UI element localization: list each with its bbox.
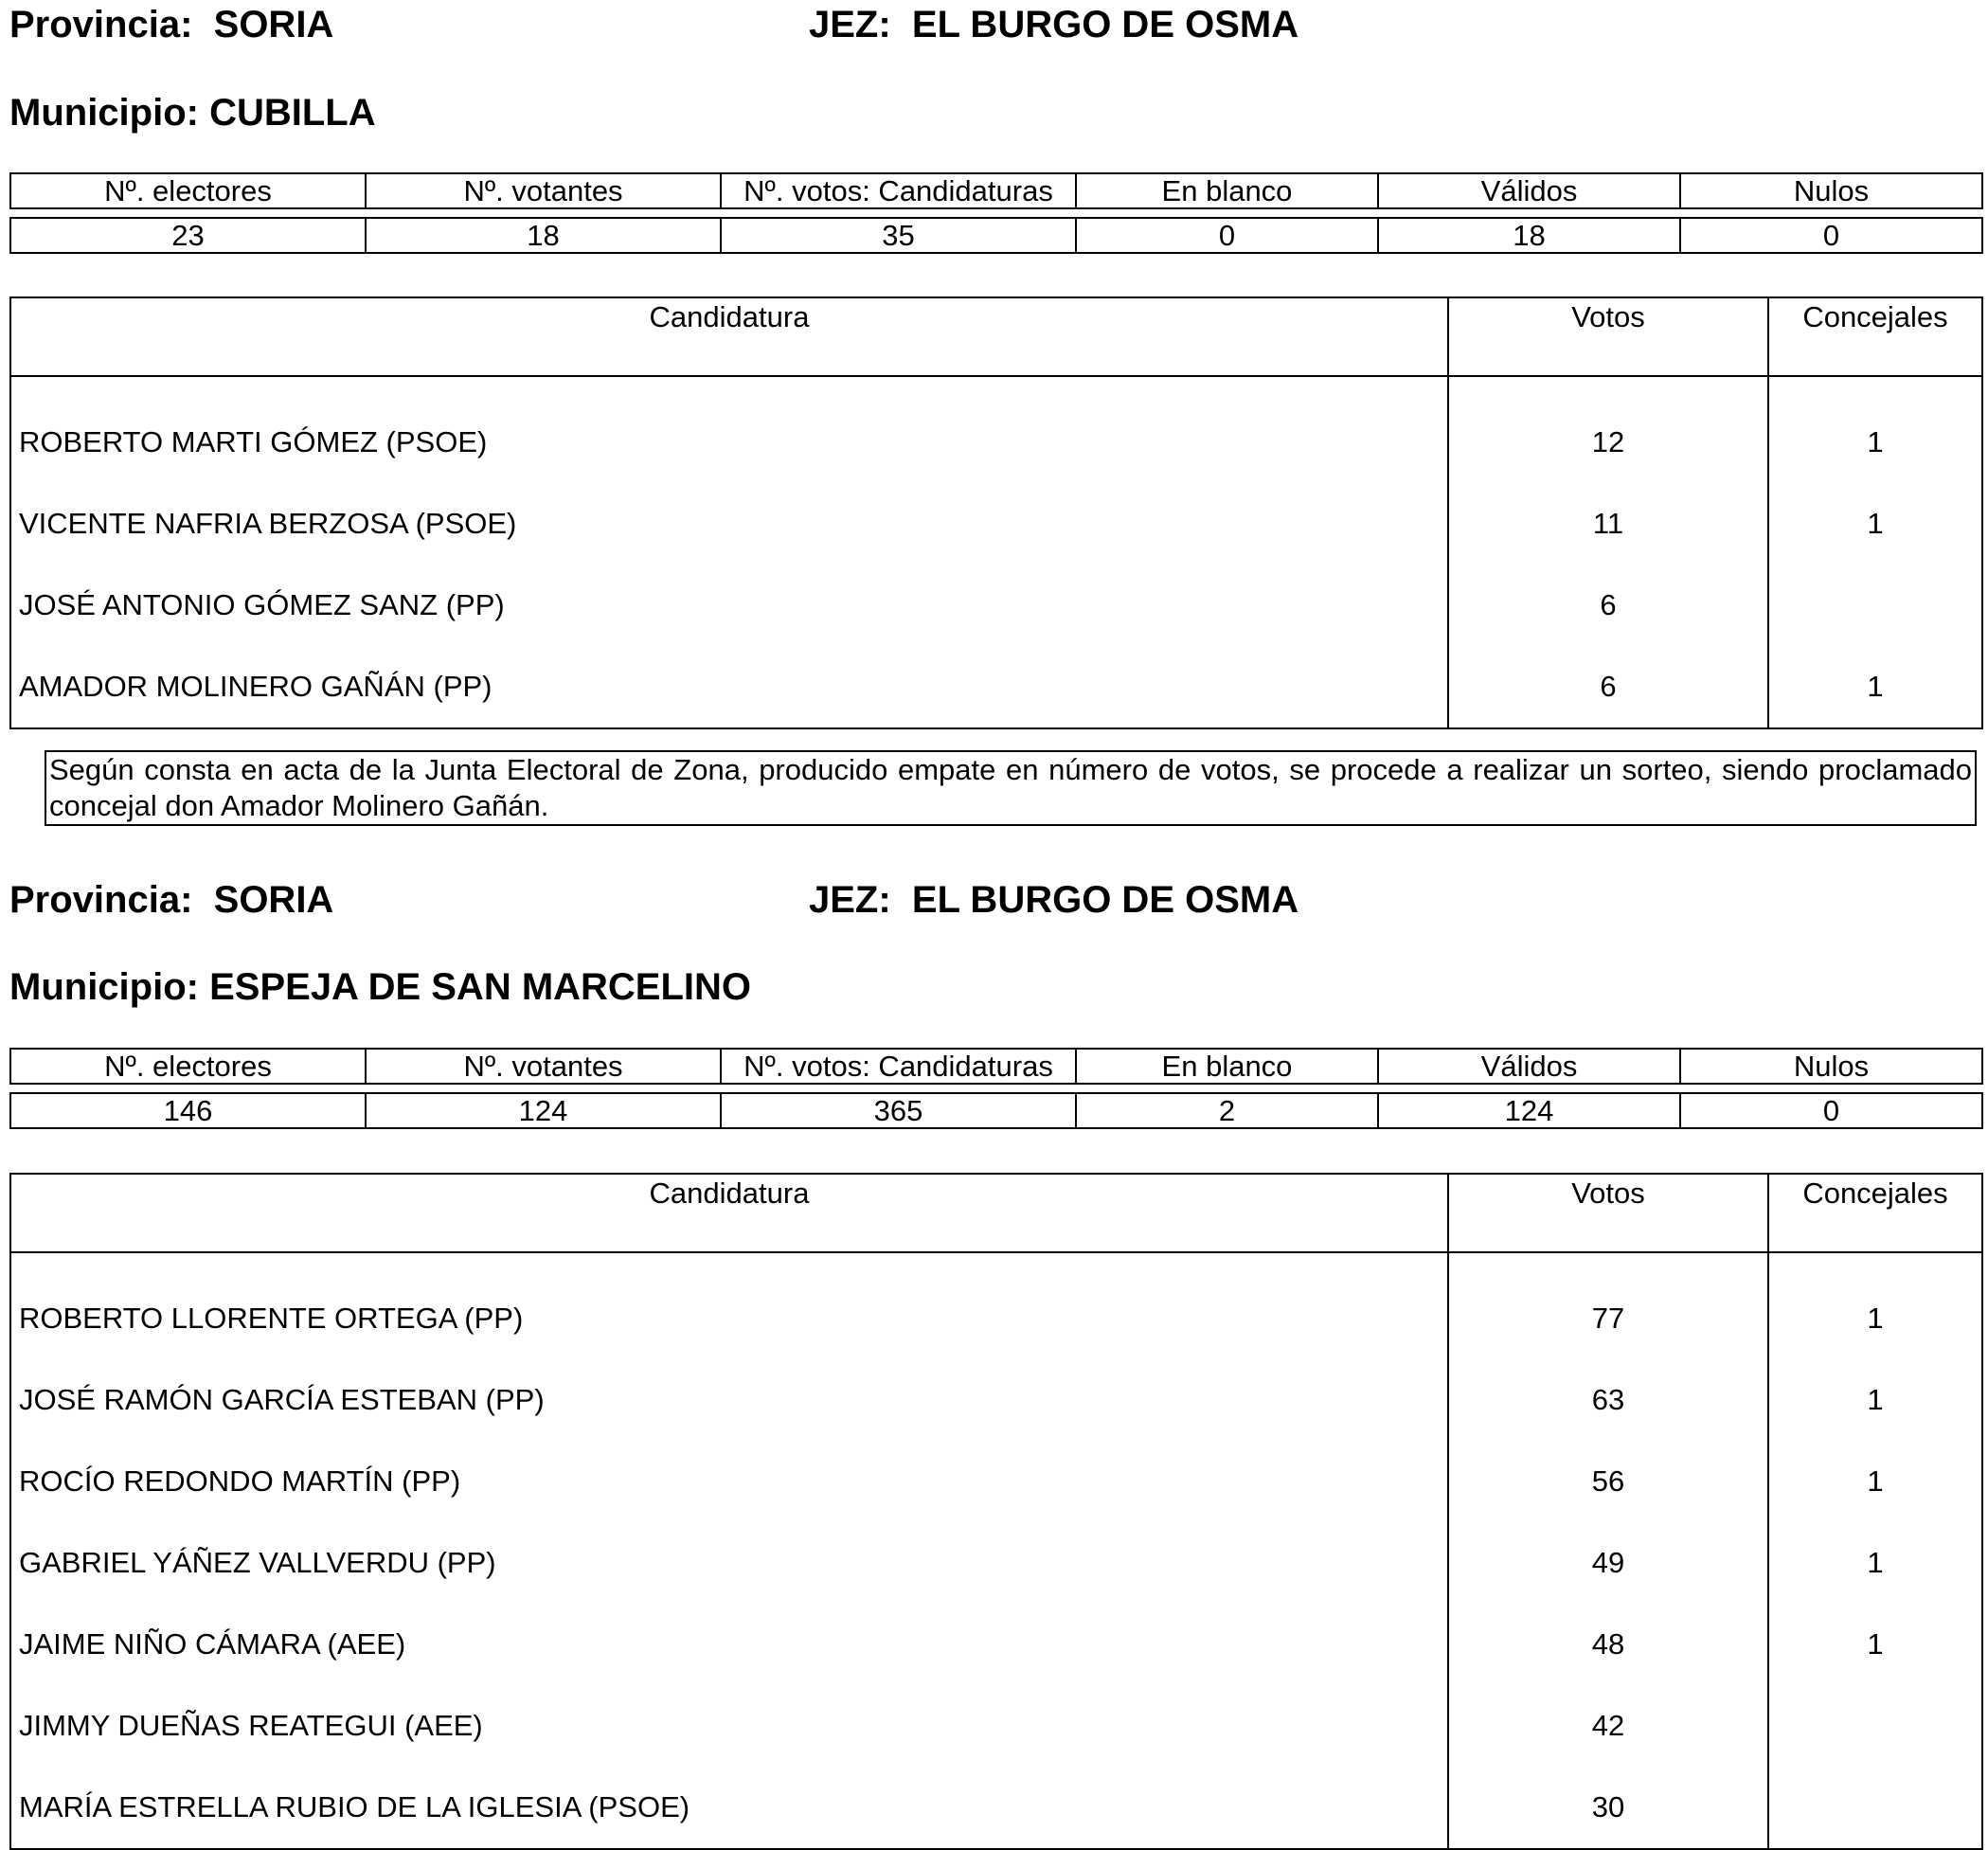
candidate-concejales: 1	[1867, 1627, 1884, 1661]
candidate-name: GABRIEL YÁÑEZ VALLVERDU (PP)	[10, 1522, 1448, 1604]
table-row	[10, 1604, 1982, 1685]
stats-value-row	[10, 1093, 1982, 1128]
votos-header: Votos	[1448, 1174, 1768, 1252]
table-row	[10, 483, 1982, 565]
stats-value: 146	[10, 1093, 366, 1128]
jez-heading: JEZ: EL BURGO DE OSMA	[809, 4, 1299, 45]
candidate-name: ROCÍO REDONDO MARTÍN (PP)	[10, 1441, 1448, 1522]
candidatura-header: Candidatura	[10, 1174, 1448, 1252]
candidate-votos: 11	[1448, 483, 1768, 565]
table-row	[10, 565, 1982, 646]
stats-header: Nº. electores	[10, 173, 366, 208]
candidates-header-row	[10, 1174, 1982, 1252]
table-row	[10, 1252, 1982, 1359]
table-row	[10, 376, 1982, 483]
candidate-name: MARÍA ESTRELLA RUBIO DE LA IGLESIA (PSOE)	[10, 1767, 1448, 1849]
candidate-votos: 63	[1448, 1359, 1768, 1441]
stats-header: Válidos	[1378, 173, 1680, 208]
stats-value: 0	[1680, 218, 1982, 253]
candidate-concejales: 1	[1867, 670, 1884, 703]
candidate-votos: 77	[1448, 1252, 1768, 1359]
table-row	[10, 1359, 1982, 1441]
candidate-votos: 6	[1448, 646, 1768, 728]
stats-value: 23	[10, 218, 366, 253]
stats-header-row	[10, 173, 1982, 208]
stats-header: Nulos	[1680, 173, 1982, 208]
table-row	[10, 1685, 1982, 1767]
table-row	[10, 646, 1982, 728]
stats-header: Nº. votantes	[366, 173, 721, 208]
stats-header: Válidos	[1378, 1049, 1680, 1084]
table-row	[10, 1522, 1982, 1604]
candidatura-header: Candidatura	[10, 297, 1448, 376]
stats-value: 0	[1680, 1093, 1982, 1128]
stats-value: 365	[721, 1093, 1076, 1128]
concejales-header: Concejales	[1768, 1174, 1982, 1252]
candidate-name: AMADOR MOLINERO GAÑÁN (PP)	[10, 646, 1448, 728]
candidate-votos: 30	[1448, 1767, 1768, 1849]
provincia-heading: Provincia: SORIA	[9, 879, 334, 921]
candidate-concejales: 1	[1867, 507, 1884, 540]
stats-value: 124	[1378, 1093, 1680, 1128]
stats-header: En blanco	[1076, 173, 1378, 208]
stats-value: 35	[721, 218, 1076, 253]
candidate-name: ROBERTO LLORENTE ORTEGA (PP)	[10, 1252, 1448, 1359]
candidate-concejales: 1	[1867, 1383, 1884, 1416]
candidate-name: JAIME NIÑO CÁMARA (AEE)	[10, 1604, 1448, 1685]
stats-value: 124	[366, 1093, 721, 1128]
stats-table	[9, 172, 1983, 254]
candidate-votos: 12	[1448, 376, 1768, 483]
stats-value: 18	[366, 218, 721, 253]
stats-value: 2	[1076, 1093, 1378, 1128]
stats-header: Nº. votantes	[366, 1049, 721, 1084]
candidate-concejales	[1768, 1685, 1982, 1767]
table-row	[10, 1767, 1982, 1849]
stats-value: 18	[1378, 218, 1680, 253]
stats-header-row	[10, 1049, 1982, 1084]
table-row	[10, 1441, 1982, 1522]
tie-note: Según consta en acta de la Junta Electoral de Zona, producido empate en número de votos, se procede a realizar un sorteo, siendo proclamado concejal don Amador Molinero Gañán.	[45, 750, 1977, 826]
candidate-name: JIMMY DUEÑAS REATEGUI (AEE)	[10, 1685, 1448, 1767]
candidate-votos: 49	[1448, 1522, 1768, 1604]
concejales-header: Concejales	[1768, 297, 1982, 376]
stats-table	[9, 1048, 1983, 1129]
candidate-votos: 48	[1448, 1604, 1768, 1685]
candidate-concejales: 1	[1867, 425, 1884, 458]
candidate-name: JOSÉ ANTONIO GÓMEZ SANZ (PP)	[10, 565, 1448, 646]
candidate-votos: 56	[1448, 1441, 1768, 1522]
stats-header: Nulos	[1680, 1049, 1982, 1084]
candidate-name: JOSÉ RAMÓN GARCÍA ESTEBAN (PP)	[10, 1359, 1448, 1441]
candidate-name: ROBERTO MARTI GÓMEZ (PSOE)	[10, 376, 1448, 483]
candidates-table	[9, 1173, 1983, 1850]
candidate-votos: 6	[1448, 565, 1768, 646]
municipio-heading: Municipio: ESPEJA DE SAN MARCELINO	[9, 966, 752, 1008]
municipio-heading: Municipio: CUBILLA	[9, 92, 376, 134]
jez-heading: JEZ: EL BURGO DE OSMA	[809, 879, 1299, 921]
stats-header: Nº. votos: Candidaturas	[721, 173, 1076, 208]
provincia-heading: Provincia: SORIA	[9, 4, 334, 45]
stats-header: Nº. electores	[10, 1049, 366, 1084]
candidate-name: VICENTE NAFRIA BERZOSA (PSOE)	[10, 483, 1448, 565]
candidates-table	[9, 296, 1983, 729]
stats-value: 0	[1076, 218, 1378, 253]
candidate-concejales: 1	[1867, 1464, 1884, 1498]
candidate-concejales: 1	[1867, 1546, 1884, 1579]
votos-header: Votos	[1448, 297, 1768, 376]
candidate-votos: 42	[1448, 1685, 1768, 1767]
candidate-concejales: 1	[1867, 1302, 1884, 1335]
candidates-header-row	[10, 297, 1982, 376]
stats-value-row	[10, 218, 1982, 253]
candidate-concejales	[1768, 1767, 1982, 1849]
candidate-concejales	[1768, 565, 1982, 646]
stats-header: En blanco	[1076, 1049, 1378, 1084]
stats-header: Nº. votos: Candidaturas	[721, 1049, 1076, 1084]
